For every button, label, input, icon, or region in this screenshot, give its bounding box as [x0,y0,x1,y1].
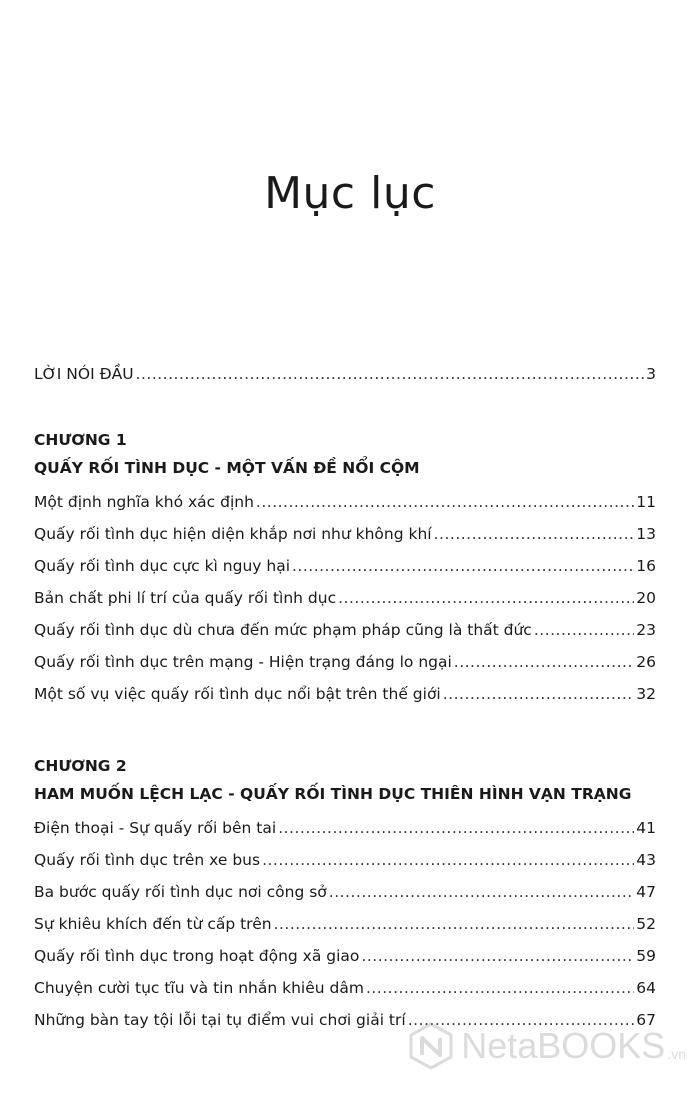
entry-label: Quấy rối tình dục trên xe bus [34,851,261,869]
entry-label: LỜI NÓI ĐẦU [34,365,134,383]
page-title: Mục lục [264,168,436,219]
entry-page: 20 [636,589,656,607]
entry-label: Quấy rối tình dục trên mạng - Hiện trạng đáng lo ngại [34,653,452,671]
entry-page: 26 [636,653,656,671]
toc-entry[interactable] [34,972,656,1004]
chapter-1-section [34,426,656,710]
dot-leader [338,582,634,614]
entry-page: 59 [636,947,656,965]
entry-page: 23 [636,621,656,639]
entry-label: Điện thoại - Sự quấy rối bên tai [34,819,277,837]
dot-leader [434,518,635,550]
watermark-text: NetaBOOKS [461,1025,666,1066]
entry-label: Bản chất phi lí trí của quấy rối tình dục [34,589,337,607]
entry-page: 64 [636,979,656,997]
toc-entry[interactable] [34,486,656,518]
chapter-heading[interactable]: HAM MUỐN LỆCH LẠC - QUẤY RỐI TÌNH DỤC THIÊN HÌNH VẠN TRẠNG [34,785,632,803]
toc-entry[interactable] [34,678,656,710]
entry-label: Một định nghĩa khó xác định [34,493,254,511]
watermark-logo [407,1022,686,1070]
dot-leader [262,844,634,876]
entry-page: 41 [636,819,656,837]
watermark-suffix: .vn [667,1046,686,1062]
entry-label: Những bàn tay tội lỗi tại tụ điểm vui chơi giải trí [34,1011,406,1029]
toc-entry-preface[interactable] [34,358,656,390]
entry-page: 32 [636,685,656,703]
toc-entry[interactable] [34,908,656,940]
entry-page: 47 [636,883,656,901]
dot-leader [278,812,634,844]
entry-label: Chuyện cười tục tĩu và tin nhắn khiêu dâm [34,979,364,997]
dot-leader [443,678,635,710]
entry-page: 13 [636,525,656,543]
entry-label: Quấy rối tình dục hiện diện khắp nơi như không khí [34,525,432,543]
toc-entry[interactable] [34,646,656,678]
chapter-heading[interactable]: QUẤY RỐI TÌNH DỤC - MỘT VẤN ĐỀ NỔI CỘM [34,459,420,477]
toc-entry[interactable] [34,518,656,550]
toc-entry[interactable] [34,582,656,614]
toc-entry[interactable] [34,876,656,908]
entry-page: 67 [636,1011,656,1029]
preface-section [34,358,656,390]
dot-leader [361,940,634,972]
dot-leader [274,908,635,940]
toc-entry[interactable] [34,940,656,972]
dot-leader [454,646,634,678]
entry-page: 43 [636,851,656,869]
dot-leader [329,876,634,908]
dot-leader [136,358,645,390]
entry-label: Quấy rối tình dục cực kì nguy hại [34,557,290,575]
toc-entry[interactable] [34,614,656,646]
entry-page: 3 [646,365,656,383]
toc-entry[interactable] [34,812,656,844]
entry-label: Quấy rối tình dục dù chưa đến mức phạm pháp cũng là thất đức [34,621,532,639]
dot-leader [534,614,634,646]
entry-label: Sự khiêu khích đến từ cấp trên [34,915,272,933]
dot-leader [366,972,634,1004]
entry-label: Một số vụ việc quấy rối tình dục nổi bật trên thế giới [34,685,441,703]
dot-leader [292,550,634,582]
toc-entry[interactable] [34,844,656,876]
chapter-number: CHƯƠNG 2 [34,757,127,775]
netabooks-logo-icon [407,1022,455,1070]
chapter-number: CHƯƠNG 1 [34,431,127,449]
entry-label: Ba bước quấy rối tình dục nơi công sở [34,883,327,901]
chapter-2-section [34,752,656,1036]
entry-page: 16 [636,557,656,575]
entry-label: Quấy rối tình dục trong hoạt động xã giao [34,947,360,965]
entry-page: 52 [636,915,656,933]
entry-page: 11 [636,493,656,511]
dot-leader [256,486,634,518]
toc-entry[interactable] [34,550,656,582]
